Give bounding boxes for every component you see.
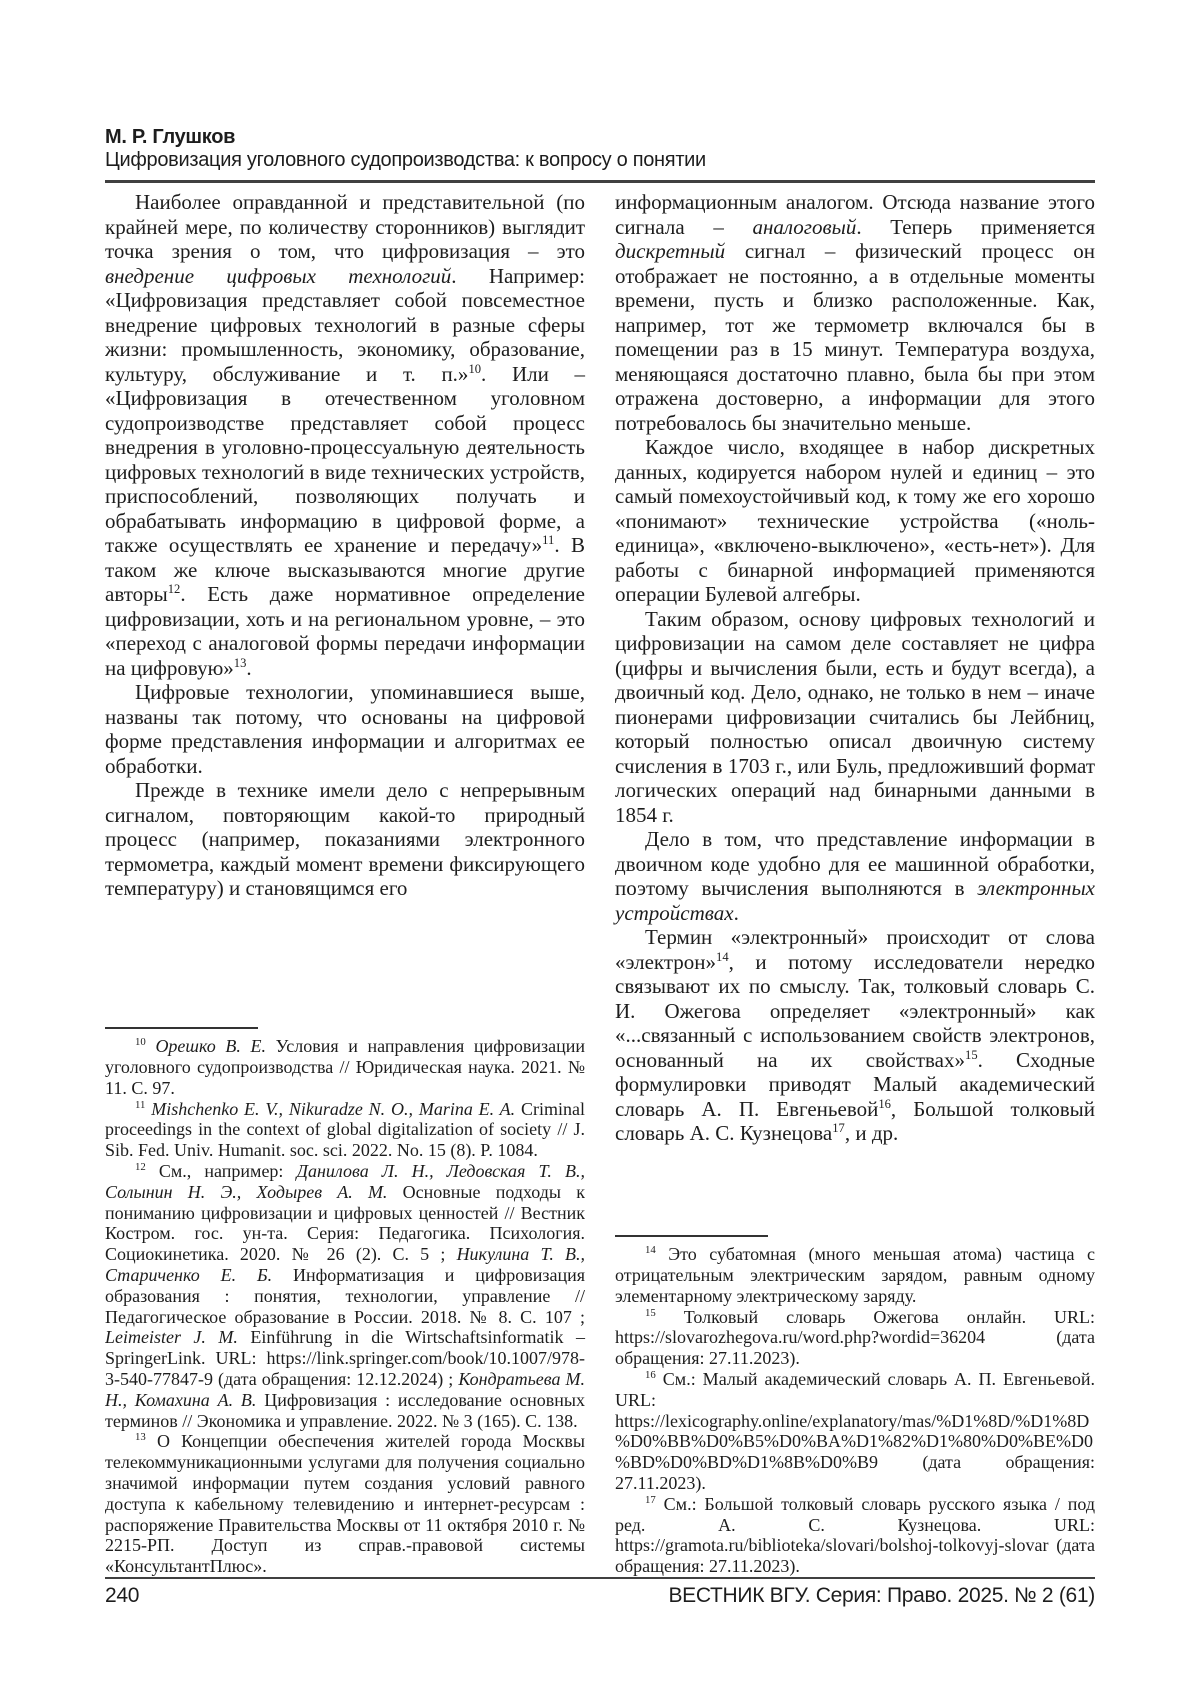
text-run: См., например:	[158, 1161, 297, 1182]
article-title: Цифровизация уголовного судопроизводства: к вопросу о понятии	[105, 149, 706, 171]
footnote-ref: 10	[468, 361, 482, 376]
footnote-number: 17	[645, 1493, 656, 1506]
text-run: См.: Большой толковый словарь русского языка / под ред. А. С. Кузнецова. URL: https://gramota.ru/biblioteka/slovari/bolshoj-tolkovyj-slovar (дата обращения: 27.11.2023).	[615, 1493, 1095, 1577]
text-run: электронных устройствах	[615, 876, 1095, 925]
two-column-body	[105, 190, 1095, 1577]
text-run: . Или – «Цифровизация в отечественном уголовном судопроизводстве представляет собой процесс внедрения в уголовно-процессуальную деятельность цифровых технологий в виде технических устройств, приспособлений, позволяющих получать и обрабатывать информацию в цифровой форме, а также осуществлять ее хранение и передачу»	[105, 361, 585, 557]
text-run: , и др.	[844, 1121, 899, 1145]
paragraph	[105, 778, 585, 901]
right-footnote-block	[615, 1235, 1095, 1577]
footnote-ref: 16	[878, 1096, 891, 1111]
text-run: Кондратьева М. Н., Комахина А. В.	[105, 1369, 585, 1410]
author-name: М. Р. Глушков	[105, 126, 236, 148]
text-run: Цифровые технологии, упоминавшиеся выше, названы так потому, что основаны на цифровой форме представления информации и алгоритмах ее обработки.	[105, 680, 585, 778]
footnote	[105, 1036, 585, 1098]
footnote-ref: 14	[716, 949, 729, 964]
text-run: внедрение цифровых технологий	[105, 263, 452, 288]
text-run: Толковый словарь Ожегова онлайн. URL: https://slovarozhegova.ru/word.php?wordid=36204 (дата обращения: 27.11.2023).	[615, 1306, 1095, 1369]
text-run: Это субатомная (много меньшая атома) частица с отрицательным электрическим зарядом, равным одному элементарному электрическому заряду.	[615, 1244, 1095, 1306]
text-run: Данилова Л. Н., Ледовская Т. В., Солынин Н. Э., Ходырев А. М.	[105, 1161, 585, 1202]
paragraph	[615, 925, 1095, 1146]
text-run: Прежде в технике имели дело с непрерывным сигналом, повторяющим какой-то природный процесс (например, показаниями электронного термометра, каждый момент времени фиксирующего температуру) и становящимся его	[105, 778, 585, 900]
text-run: Термин «электронный» происходит от слова «электрон»	[615, 925, 1095, 974]
paragraph	[615, 190, 1095, 435]
text-run: Mishchenko E. V., Nikuradze N. O., Marina E. A.	[151, 1098, 516, 1119]
right-column-paragraphs	[615, 190, 1095, 1146]
text-run: .	[246, 655, 252, 680]
footnote	[615, 1244, 1095, 1306]
text-run: . Сходные формулировки приводят Малый академический словарь А. П. Евгеньевой	[615, 1047, 1095, 1121]
text-run: Наиболее оправданной и представительной (по крайней мере, по количеству сторонников) выглядит точка зрения о том, что цифровизация – это	[105, 190, 585, 263]
footnote	[105, 1161, 585, 1431]
footnote-ref: 13	[233, 655, 247, 670]
text-run: информационным аналогом. Отсюда название этого сигнала –	[615, 190, 1095, 239]
left-column-footnotes	[105, 1036, 585, 1577]
text-run: . В таком же ключе высказываются многие другие авторы	[105, 533, 585, 606]
footnote	[105, 1431, 585, 1577]
paragraph	[105, 190, 585, 680]
text-run: сигнал – физический процесс он отображает не постоянно, а в отдельные моменты времени, пусть и близко расположенные. Как, например, тот же термометр включался бы в помещении раз в 15 минут. Температура воздуха, меняющаяся достаточно плавно, была бы при этом отражена достоверно, а информации для этого потребовалось бы значительно меньше.	[615, 239, 1095, 435]
text-run: Дело в том, что представление информации в двоичном коде удобно для ее машинной обработки, поэтому вычисления выполняются в	[615, 827, 1095, 900]
text-run: .	[733, 900, 739, 925]
left-column-paragraphs	[105, 190, 585, 901]
text-run: Орешко В. Е.	[155, 1036, 267, 1057]
text-run: Никулина Т. В., Стариченко Е. Б.	[105, 1244, 586, 1286]
page-header	[105, 126, 1095, 183]
footnote-ref: 17	[832, 1121, 845, 1135]
footnote-number: 11	[135, 1098, 146, 1111]
paragraph	[615, 827, 1095, 925]
text-run: О Концепции обеспечения жителей города Москвы телекоммуникационными услугами для получения социально значимой информации путем создания условий равного доступа к кабельному телевидению и интернет-ресурсам : распоряжение Правительства Москвы от 11 октября 2010 г. № 2215-РП. Доступ из справ.-правовой системы «КонсультантПлюс».	[105, 1431, 586, 1577]
page-footer	[105, 1577, 1095, 1608]
footnote-number: 14	[645, 1244, 656, 1257]
footnote	[615, 1494, 1095, 1577]
paragraph	[105, 680, 585, 778]
footnote-number: 10	[135, 1036, 146, 1049]
text-run: дискретный	[615, 239, 726, 263]
text-run: Цифровизация : исследование основных терминов // Экономика и управление. 2022. № 3 (165). С. 138.	[105, 1389, 585, 1431]
footnote-number: 13	[135, 1431, 146, 1444]
footnote-separator	[615, 1235, 768, 1237]
text-run: Таким образом, основу цифровых технологий и цифровизации на самом деле составляет не цифра (цифры и вычисления были, есть и будут всегда), а двоичный код. Дело, однако, не только в нем – иначе пионерами цифровизации считались бы Лейбниц, который полностью описал двоичную систему счисления в 1703 г., или Буль, предложивший формат логических операций над бинарными данными в 1854 г.	[615, 606, 1095, 827]
footnote	[615, 1307, 1095, 1369]
journal-citation: ВЕСТНИК ВГУ. Серия: Право. 2025. № 2 (61)	[668, 1584, 1095, 1607]
text-run: аналоговый	[752, 214, 857, 239]
text-run: . Например: «Цифровизация представляет собой повсеместное внедрение цифровых технологий в разные сферы жизни: промышленность, экономику, образование, культуру, обслуживание и т. п.»	[105, 263, 585, 386]
text-run: . Есть даже нормативное определение цифровизации, хоть и на региональном уровне, – это «переход с аналоговой формы передачи информации на цифровую»	[105, 582, 585, 680]
text-run: Основные подходы к пониманию цифровизации и цифровых ценностей // Вестник Костром. гос. ун-та. Серия: Педагогика. Психология. Социокинетика. 2020. № 26 (2). С. 5 ;	[105, 1181, 585, 1265]
text-run: Einführung in die Wirtschaftsinformatik – SpringerLink. URL: https://link.springer.com/book/10.1007/978-3-540-77847-9 (дата обращения: 12.12.2024) ;	[105, 1327, 585, 1390]
footnote-ref: 15	[965, 1047, 978, 1062]
footnote-ref: 11	[542, 533, 555, 547]
left-column	[105, 190, 585, 1577]
right-column	[615, 190, 1095, 1577]
paragraph	[615, 607, 1095, 828]
text-run: . Теперь применяется	[856, 214, 1095, 239]
text-run: , Большой толковый словарь А. С. Кузнецова	[615, 1096, 1095, 1145]
right-column-footnotes	[615, 1244, 1095, 1577]
text-run: См.: Малый академический словарь А. П. Евгеньевой. URL: https://lexicography.online/explanatory/mas/%D1%8D/%D1%8D%D0%BB%D0%B5%D0%BA%D1%82%D1%80%D0%BE%D0%BD%D0%BD%D1%8B%D0%B9 (дата обращения: 27.11.2023).	[615, 1369, 1095, 1494]
paragraph	[615, 435, 1095, 607]
footnote-number: 16	[645, 1369, 656, 1382]
left-footnote-block	[105, 1027, 585, 1577]
text-run: Criminal proceedings in the context of global digitalization of society // J. Sib. Fed. Univ. Humanit. soc. sci. 2022. No. 15 (8). P. 1084.	[105, 1098, 585, 1161]
footnote-ref: 12	[167, 582, 181, 596]
footnote	[105, 1099, 585, 1161]
text-run: , и потому исследователи нередко связывают их по смыслу. Так, толковый словарь С. И. Ожегова определяет «электронный» как «...связанный с использованием свойств электронов, основанный на их свойствах»	[615, 949, 1095, 1072]
footnote	[615, 1369, 1095, 1494]
text-run: Каждое число, входящее в набор дискретных данных, кодируется набором нулей и единиц – это самый помехоустойчивый код, к тому же его хорошо «понимают» технические устройства («ноль-единица», «включено-выключено», «есть-нет»). Для работы с бинарной информацией применяются операции Булевой алгебры.	[615, 435, 1095, 606]
footnote-number: 12	[135, 1161, 146, 1174]
footnote-separator	[105, 1027, 258, 1029]
footnote-number: 15	[645, 1306, 656, 1319]
text-run: Leimeister J. M.	[105, 1327, 238, 1348]
text-run: Условия и направления цифровизации уголовного судопроизводства // Юридическая наука. 2021. № 11. С. 97.	[105, 1036, 585, 1098]
text-run: Информатизация и цифровизация образования : понятия, технологии, управление // Педагогическое образование в России. 2018. № 8. С. 107 ;	[105, 1265, 585, 1327]
page-number: 240	[105, 1584, 140, 1607]
